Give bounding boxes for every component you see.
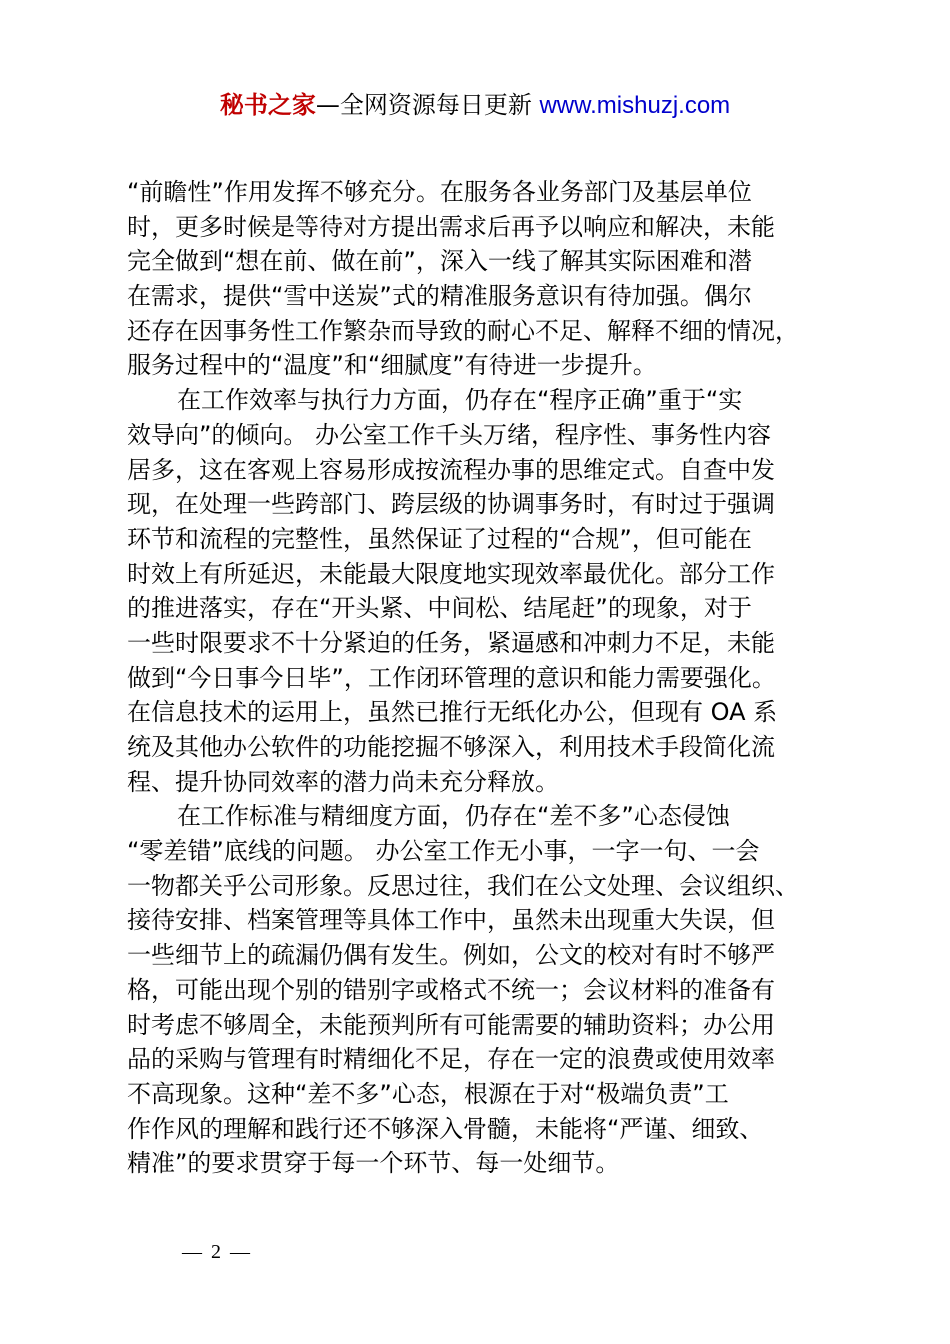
text-line: 完全做到“想在前、做在前”，深入一线了解其实际困难和潜 bbox=[127, 247, 752, 276]
text-line: “零差错”底线的问题。 办公室工作无小事，一字一句、一会 bbox=[127, 837, 760, 866]
text-line: 在信息技术的运用上，虽然已推行无纸化办公，但现有 OA 系 bbox=[127, 698, 778, 727]
text-line: 不高现象。这种“差不多”心态，根源在于对“极端负责”工 bbox=[127, 1079, 729, 1108]
site-url-link[interactable]: www.mishuzj.com bbox=[539, 92, 731, 119]
text-line: 在工作标准与精细度方面，仍存在“差不多”心态侵蚀 bbox=[177, 802, 730, 831]
text-line: 现，在处理一些跨部门、跨层级的协调事务时，有时过于强调 bbox=[127, 490, 775, 519]
text-line: 的推进落实，存在“开头紧、中间松、结尾赶”的现象，对于 bbox=[127, 594, 752, 623]
page-number: — 2 — bbox=[182, 1241, 252, 1263]
text-line: 环节和流程的完整性，虽然保证了过程的“合规”，但可能在 bbox=[127, 524, 752, 553]
text-line: 一些细节上的疏漏仍偶有发生。例如，公文的校对有时不够严 bbox=[127, 941, 775, 970]
text-line: 精准”的要求贯穿于每一个环节、每一处细节。 bbox=[127, 1149, 620, 1178]
text-line: 程、提升协同效率的潜力尚未充分释放。 bbox=[127, 767, 559, 796]
paragraph bbox=[127, 175, 835, 383]
site-brand: 秘书之家 bbox=[219, 91, 316, 119]
text-line: 在工作效率与执行力方面，仍存在“程序正确”重于“实 bbox=[177, 386, 743, 415]
paragraph bbox=[127, 799, 835, 1181]
text-line: 统及其他办公软件的功能挖掘不够深入，利用技术手段简化流 bbox=[127, 733, 775, 761]
text-line: 时考虑不够周全，未能预判所有可能需要的辅助资料；办公用 bbox=[127, 1010, 775, 1039]
text-line: 一物都关乎公司形象。反思过往，我们在公文处理、会议组织、 bbox=[127, 871, 799, 900]
document-body bbox=[127, 175, 835, 1181]
text-line: 格，可能出现个别的错别字或格式不统一；会议材料的准备有 bbox=[127, 975, 775, 1004]
text-line: 接待安排、档案管理等具体工作中，虽然未出现重大失误，但 bbox=[127, 906, 775, 935]
text-line: 在需求，提供“雪中送炭”式的精准服务意识有待加强。偶尔 bbox=[127, 282, 752, 311]
text-line: “前瞻性”作用发挥不够充分。在服务各业务部门及基层单位 bbox=[127, 178, 752, 206]
text-line: 一些时限要求不十分紧迫的任务，紧逼感和冲刺力不足，未能 bbox=[127, 628, 775, 657]
paragraph bbox=[127, 383, 835, 799]
page-header bbox=[0, 88, 950, 123]
text-line: 服务过程中的“温度”和“细腻度”有待进一步提升。 bbox=[127, 351, 657, 380]
text-line: 作作风的理解和践行还不够深入骨髓，未能将“严谨、细致、 bbox=[127, 1114, 764, 1143]
text-line: 效导向”的倾向。 办公室工作千头万绪，程序性、事务性内容 bbox=[127, 420, 772, 449]
text-line: 时，更多时候是等待对方提出需求后再予以响应和解决，未能 bbox=[127, 212, 775, 241]
text-line: 时效上有所延迟，未能最大限度地实现效率最优化。部分工作 bbox=[127, 559, 775, 588]
text-line: 做到“今日事今日毕”，工作闭环管理的意识和能力需要强化。 bbox=[127, 663, 776, 692]
text-line: 还存在因事务性工作繁杂而导致的耐心不足、解释不细的情况， bbox=[127, 316, 799, 345]
text-line: 品的采购与管理有时精细化不足，存在一定的浪费或使用效率 bbox=[127, 1045, 775, 1074]
site-slogan: —全网资源每日更新 bbox=[315, 91, 540, 119]
text-line: 居多，这在客观上容易形成按流程办事的思维定式。自查中发 bbox=[127, 455, 775, 484]
